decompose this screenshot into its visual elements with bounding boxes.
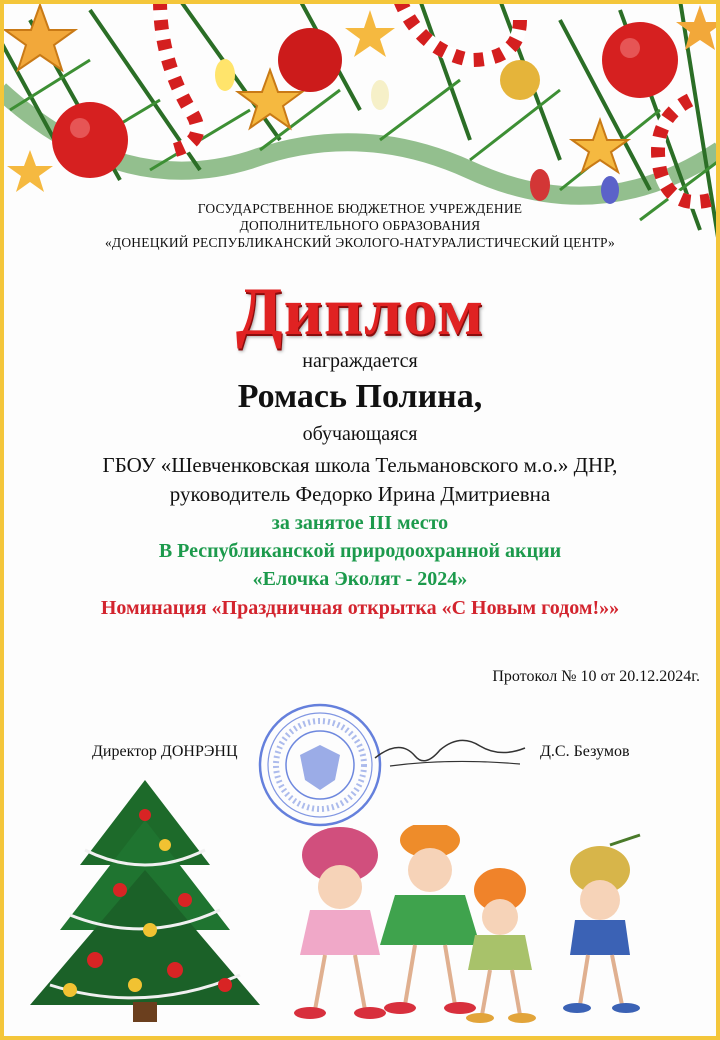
diploma-title: Диплом (235, 273, 485, 349)
contest-name: «Елочка Эколят - 2024» (252, 568, 468, 590)
recipient-status: обучающаяся (302, 423, 418, 445)
ecolyata-characters-image (270, 825, 700, 1030)
recipient-name: Ромась Полина, (237, 378, 483, 415)
organization-line: ГОСУДАРСТВЕННОЕ БЮДЖЕТНОЕ УЧРЕЖДЕНИЕ (197, 201, 523, 216)
nomination-text: Номинация «Праздничная открытка «С Новым годом!»» (100, 597, 620, 619)
director-name: Д.С. Безумов (540, 743, 630, 760)
director-signature (370, 728, 530, 778)
awarded-text: награждается (302, 350, 418, 372)
leader-name: руководитель Федорко Ирина Дмитриевна (169, 482, 551, 506)
protocol-text: Протокол № 10 от 20.12.2024г. (492, 668, 700, 685)
organization-line: ДОПОЛНИТЕЛЬНОГО ОБРАЗОВАНИЯ (239, 218, 481, 233)
place-text: за занятое III место (271, 512, 449, 534)
organization-name (0, 200, 720, 251)
school-name: ГБОУ «Шевченковская школа Тельмановского м.о.» ДНР, (102, 453, 618, 477)
organization-line: «ДОНЕЦКИЙ РЕСПУБЛИКАНСКИЙ ЭКОЛОГО-НАТУРАЛИСТИЧЕСКИЙ ЦЕНТР» (104, 235, 616, 250)
christmas-tree-image (25, 770, 265, 1025)
director-label: Директор ДОНРЭНЦ (92, 743, 238, 760)
event-text: В Республиканской природоохранной акции (158, 540, 562, 562)
official-stamp (255, 700, 385, 830)
